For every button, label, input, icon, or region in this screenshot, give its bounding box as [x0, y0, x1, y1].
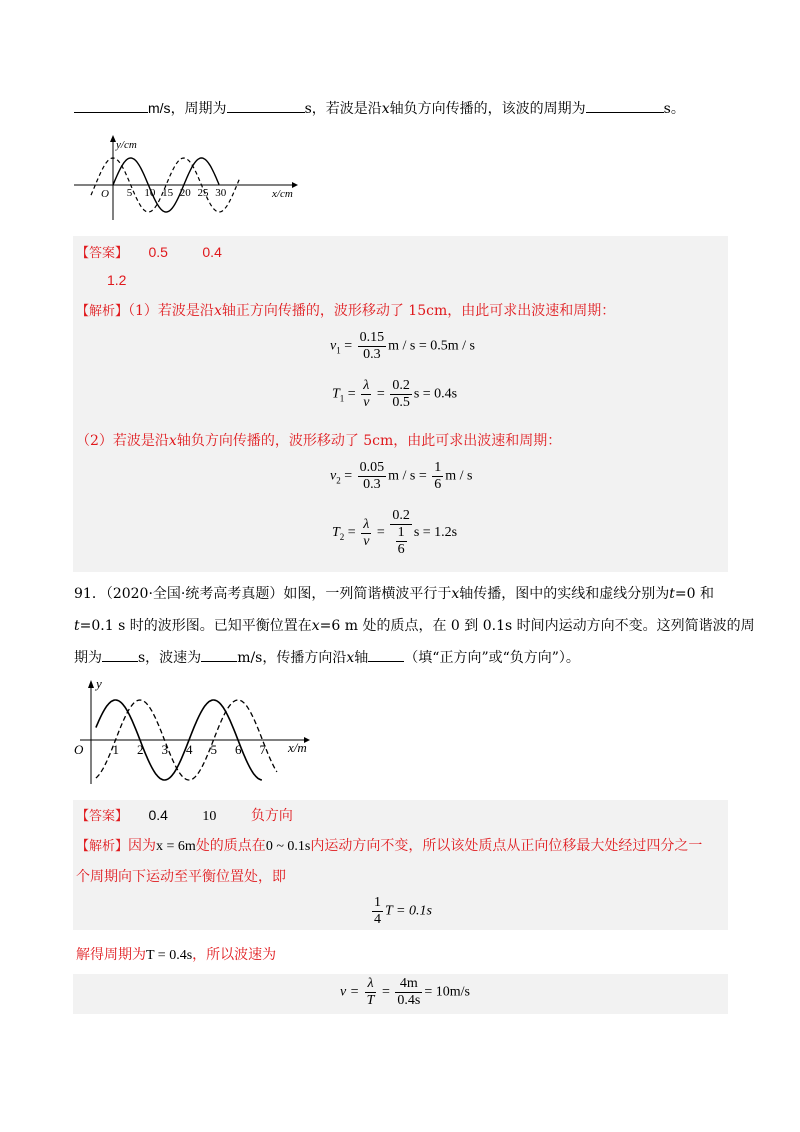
eq-mid: m / s = — [388, 468, 427, 484]
eq-symbol: v — [330, 338, 337, 354]
eq-sub: 1 — [336, 345, 341, 356]
numerator: λ — [361, 378, 371, 395]
answer-tag: 【答案】 — [76, 246, 129, 261]
axis-var: x — [168, 433, 177, 449]
fraction — [361, 378, 371, 411]
question-text: ，周期为 — [170, 101, 227, 117]
equation-speed: v = $\frac{\lambda}{T}$ = $\frac{4m}{0.4s}$ = 10m/s — [340, 976, 470, 1008]
eq-symbol: T — [332, 525, 340, 541]
numerator: 0.2 — [392, 378, 410, 393]
axis-var: x — [311, 618, 320, 634]
answer-blank-speed[interactable] — [201, 647, 237, 662]
x-tick-label: 3 — [161, 742, 168, 757]
question-text: 91．（2020·全国·统考高考真题）如图，一列简谐横波平行于 — [74, 586, 452, 602]
unit-text: m/s — [148, 100, 171, 116]
inline-math: x = 6m — [156, 839, 196, 854]
x-tick-label: 5 — [126, 187, 133, 199]
eq-symbol: v — [330, 468, 337, 484]
answer-blank-1[interactable] — [74, 98, 148, 113]
x-tick-label: 5 — [210, 742, 217, 757]
eq-symbol: v = — [340, 984, 360, 1000]
analysis-text: 轴正方向传播的，波形移动了 15cm，由此可求出波速和周期： — [221, 303, 616, 319]
denominator: T — [366, 993, 375, 1008]
analysis-text: 轴负方向传播的，波形移动了 5cm，由此可求出波速和周期： — [176, 433, 562, 449]
eq-rest: m / s — [445, 468, 473, 484]
x-tick-labels — [127, 187, 227, 199]
fraction — [390, 378, 412, 411]
answer-tag: 【答案】 — [76, 809, 129, 824]
eq-rest: s = 1.2s — [413, 525, 458, 541]
denominator — [390, 525, 412, 558]
denominator: 6 — [434, 477, 442, 492]
fraction — [358, 460, 387, 493]
eq-rest: s = 0.4s — [413, 386, 458, 402]
denominator: 6 — [397, 542, 405, 557]
axis-var: x — [346, 650, 355, 666]
q90-analysis-p2 — [76, 432, 561, 450]
numerator: λ — [361, 517, 371, 534]
analysis-text: （1）若波是沿 — [128, 303, 214, 319]
fraction — [372, 895, 383, 928]
question-text: m/s，传播方向沿 — [237, 650, 347, 666]
answer-value-3: 负方向 — [250, 808, 293, 824]
fraction — [361, 517, 371, 550]
q91-line-3 — [74, 647, 580, 668]
answer-value-1: 0.4 — [148, 807, 168, 823]
axis-var: x — [213, 303, 222, 319]
q90-analysis-p1 — [76, 302, 615, 321]
question-text: =0 和 — [674, 586, 714, 602]
analysis-tag: 【解析】 — [76, 304, 129, 319]
y-axis-label: y/cm — [116, 139, 137, 151]
wave-graph-cm — [74, 134, 304, 224]
eq-rest: T = 0.1s — [385, 903, 432, 919]
origin-label: O — [74, 742, 84, 757]
inline-math: 0 ~ 0.1s — [265, 839, 311, 854]
denominator: 0.4s — [397, 993, 421, 1008]
answer-value-2: 10 — [202, 809, 217, 824]
question-text: =0.1 s 时的波形图。已知平衡位置在 — [79, 618, 312, 634]
eq-rest: = 10m/s — [424, 984, 470, 1000]
question-text: s。 — [663, 101, 685, 117]
answer-value-1: 0.5 — [148, 244, 168, 260]
x-tick-label: 30 — [215, 187, 227, 199]
question-text: 轴负方向传播的，该波的周期为 — [389, 101, 586, 117]
equation-T2: $T_2$ = $\frac{\lambda}{v}$ = $\frac{0.2}{\frac{1}{6}}$ s = 1.2s — [332, 508, 458, 557]
question-text: 期为 — [74, 650, 102, 666]
numerator: 0.15 — [359, 330, 385, 345]
y-axis-arrow-icon — [88, 680, 94, 688]
question-text: （填“正方向”或“负方向”）。 — [404, 650, 580, 666]
equation-T1: $T_1$ = $\frac{\lambda}{v}$ = $\frac{0.2}{0.5}$ s = 0.4s — [332, 378, 458, 410]
x-tick-label: 6 — [235, 742, 242, 757]
q91-line-1 — [74, 584, 714, 604]
eq-symbol: T — [332, 386, 340, 402]
question-text: s，若波是沿 — [304, 101, 382, 117]
q91-analysis-line-3 — [76, 946, 276, 965]
q91-answer-row — [76, 806, 293, 826]
analysis-text: ，所以波速为 — [192, 947, 277, 963]
x-tick-label: 7 — [259, 742, 266, 757]
x-tick-label: 15 — [162, 187, 174, 199]
analysis-text: 处的质点在 — [195, 838, 266, 854]
analysis-text: 因为 — [128, 838, 157, 854]
numerator: 0.2 — [392, 508, 410, 523]
equation-v1: $v_1$ = $\frac{0.15}{0.3}$ m / s = 0.5m / s — [330, 330, 475, 362]
fraction — [395, 976, 422, 1009]
answer-blank-period[interactable] — [102, 647, 138, 662]
eq-sub: 1 — [339, 393, 345, 404]
x-tick-label: 10 — [144, 187, 156, 199]
origin-label: O — [101, 188, 109, 200]
analysis-text: 内运动方向不变，所以该处质点从正向位移最大处经过四分之一 — [310, 838, 703, 854]
analysis-text: 解得周期为 — [76, 947, 146, 963]
x-tick-label: 25 — [197, 187, 209, 199]
numerator: 1 — [374, 895, 381, 910]
q91-analysis-line-2: 个周期向下运动至平衡位置处，即 — [76, 869, 286, 885]
q91-line-2 — [74, 616, 755, 636]
analysis-text: （2）若波是沿 — [76, 433, 169, 449]
answer-value-3: 1.2 — [107, 272, 127, 288]
q90-question-line — [74, 98, 685, 119]
wave-graph-m — [72, 676, 322, 788]
equation-v2: $v_2$ = $\frac{0.05}{0.3}$ m / s = $\frac{1}{6}$ m / s — [330, 460, 473, 492]
denominator: v — [363, 395, 370, 410]
x-tick-label: 1 — [112, 742, 119, 757]
fraction — [396, 525, 407, 558]
question-text: 轴传播，图中的实线和虚线分别为 — [459, 586, 670, 602]
x-axis-arrow-icon — [292, 182, 298, 188]
equation-quarter-period — [370, 895, 432, 928]
answer-blank-3[interactable] — [586, 98, 664, 113]
analysis-tag: 【解析】 — [76, 839, 129, 854]
time-var: t — [74, 618, 80, 634]
q90-answer-row — [76, 243, 222, 263]
x-axis-label: x/m — [288, 740, 307, 755]
x-tick-label: 20 — [179, 187, 191, 199]
numerator: λ — [365, 976, 377, 993]
answer-blank-direction[interactable] — [368, 647, 404, 662]
denominator: 0.5 — [392, 395, 410, 410]
question-text: 轴 — [354, 650, 369, 666]
answer-value-2: 0.4 — [202, 244, 222, 260]
denominator: v — [363, 533, 370, 549]
denominator: 0.3 — [363, 347, 381, 362]
fraction — [358, 330, 387, 363]
inline-math: T = 0.4s — [146, 948, 193, 963]
x-tick-label: 2 — [137, 742, 144, 757]
x-tick-label: 4 — [186, 742, 193, 757]
eq-sub: 2 — [336, 475, 341, 486]
q91-analysis-line-1 — [76, 837, 702, 856]
fraction — [365, 976, 377, 1009]
numerator: 1 — [434, 460, 442, 475]
fraction — [390, 508, 412, 558]
question-text: s，波速为 — [138, 650, 202, 666]
question-text: =6 m 处的质点，在 0 到 0.1s 时间内运动方向不变。这列简谐波的周 — [319, 618, 755, 634]
time-var: t — [669, 586, 675, 602]
x-axis-label: x/cm — [272, 188, 293, 200]
denominator: 0.3 — [363, 477, 381, 492]
numerator: 1 — [397, 525, 405, 540]
y-axis-label: y — [96, 676, 102, 691]
axis-var: x — [451, 586, 460, 602]
numerator: 4m — [395, 976, 422, 993]
axis-var: x — [381, 101, 390, 117]
denominator: 4 — [374, 912, 381, 927]
eq-sub: 2 — [339, 532, 345, 543]
eq-rest: m / s = 0.5m / s — [388, 338, 475, 354]
answer-blank-2[interactable] — [227, 98, 305, 113]
fraction — [432, 460, 443, 493]
numerator: 0.05 — [359, 460, 385, 475]
